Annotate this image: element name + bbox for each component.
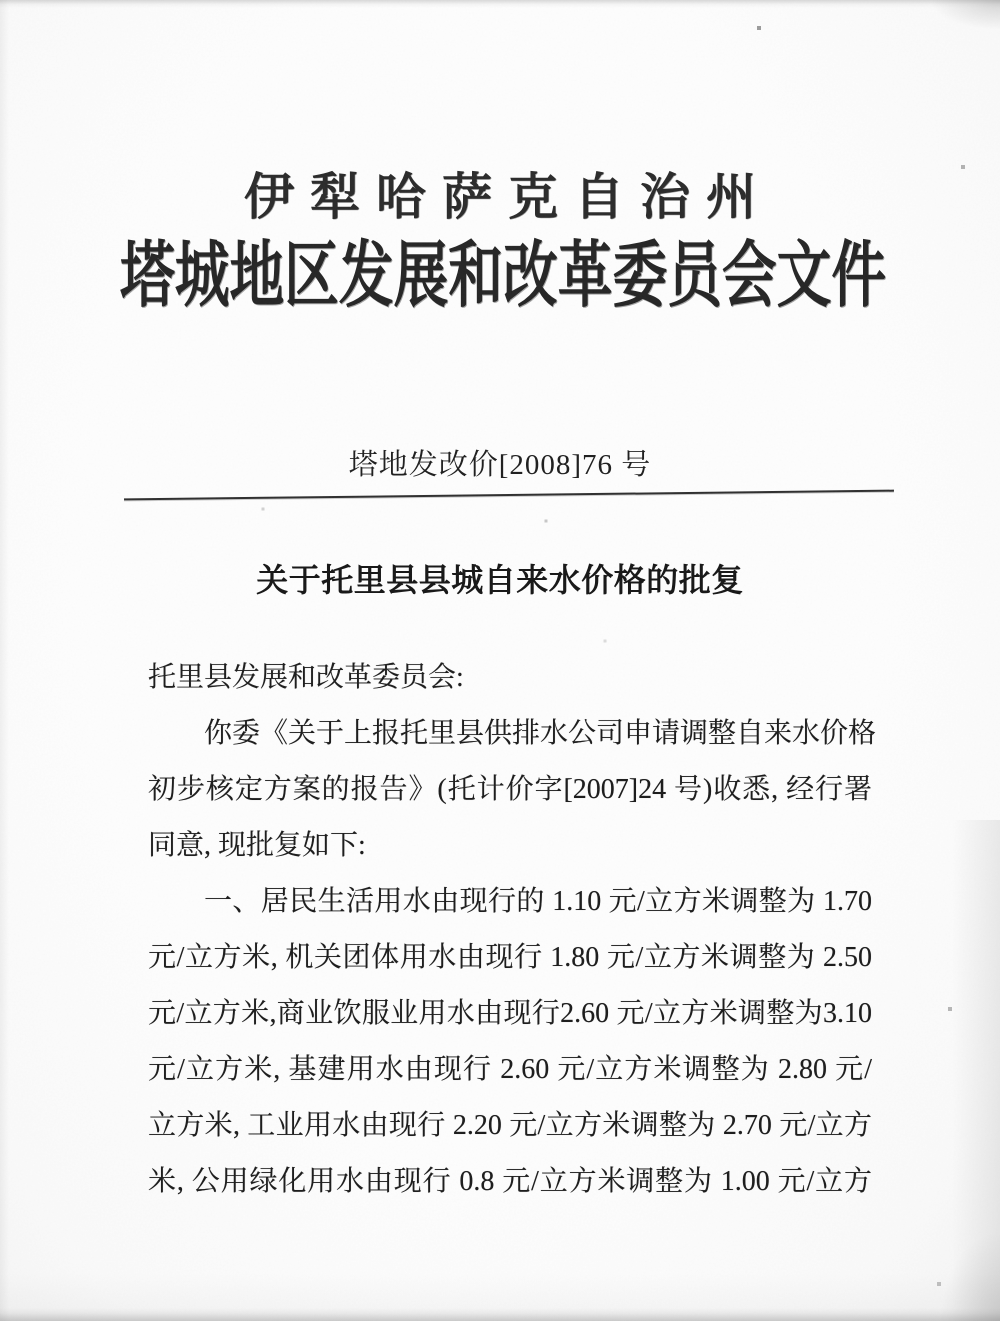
body-line: 一、居民生活用水由现行的 1.10 元/立方米调整为 1.70: [204, 886, 872, 917]
body-line: 元/立方米, 机关团体用水由现行 1.80 元/立方米调整为 2.50: [148, 942, 872, 973]
letterhead-org-document-title: 塔城地区发展和改革委员会文件: [120, 236, 887, 316]
body-line: 同意, 现批复如下:: [148, 830, 366, 861]
scan-edge-right: [952, 820, 1000, 1321]
letterhead-divider-line: [124, 490, 894, 501]
body-line: 你委《关于上报托里县供排水公司申请调整自来水价格: [204, 718, 877, 749]
body-line: 初步核定方案的报告》(托计价字[2007]24 号)收悉, 经行署: [148, 774, 872, 805]
letterhead-authority: 伊犁哈萨克自治州: [244, 169, 772, 225]
document-body: [148, 706, 877, 1210]
scan-edge-top-right: [930, 0, 1000, 30]
scan-specks: [0, 0, 2, 2]
scan-edge-top: [0, 0, 1000, 8]
body-line: 元/立方米,商业饮服业用水由现行2.60 元/立方米调整为3.10: [148, 998, 872, 1029]
document-title: 关于托里县县城自来水价格的批复: [256, 562, 744, 598]
salutation-line: 托里县发展和改革委员会:: [148, 662, 464, 693]
body-line: 元/立方米, 基建用水由现行 2.60 元/立方米调整为 2.80 元/: [148, 1054, 872, 1085]
scan-edge-bottom-right: [940, 1231, 1000, 1321]
body-line: 米, 公用绿化用水由现行 0.8 元/立方米调整为 1.00 元/立方: [148, 1166, 872, 1197]
scan-edge-bottom: [0, 1308, 1000, 1321]
body-line: 立方米, 工业用水由现行 2.20 元/立方米调整为 2.70 元/立方: [148, 1110, 872, 1141]
document-number: 塔地发改价[2008]76 号: [348, 449, 652, 481]
scan-edge-bottom-soft: [0, 1273, 1000, 1321]
